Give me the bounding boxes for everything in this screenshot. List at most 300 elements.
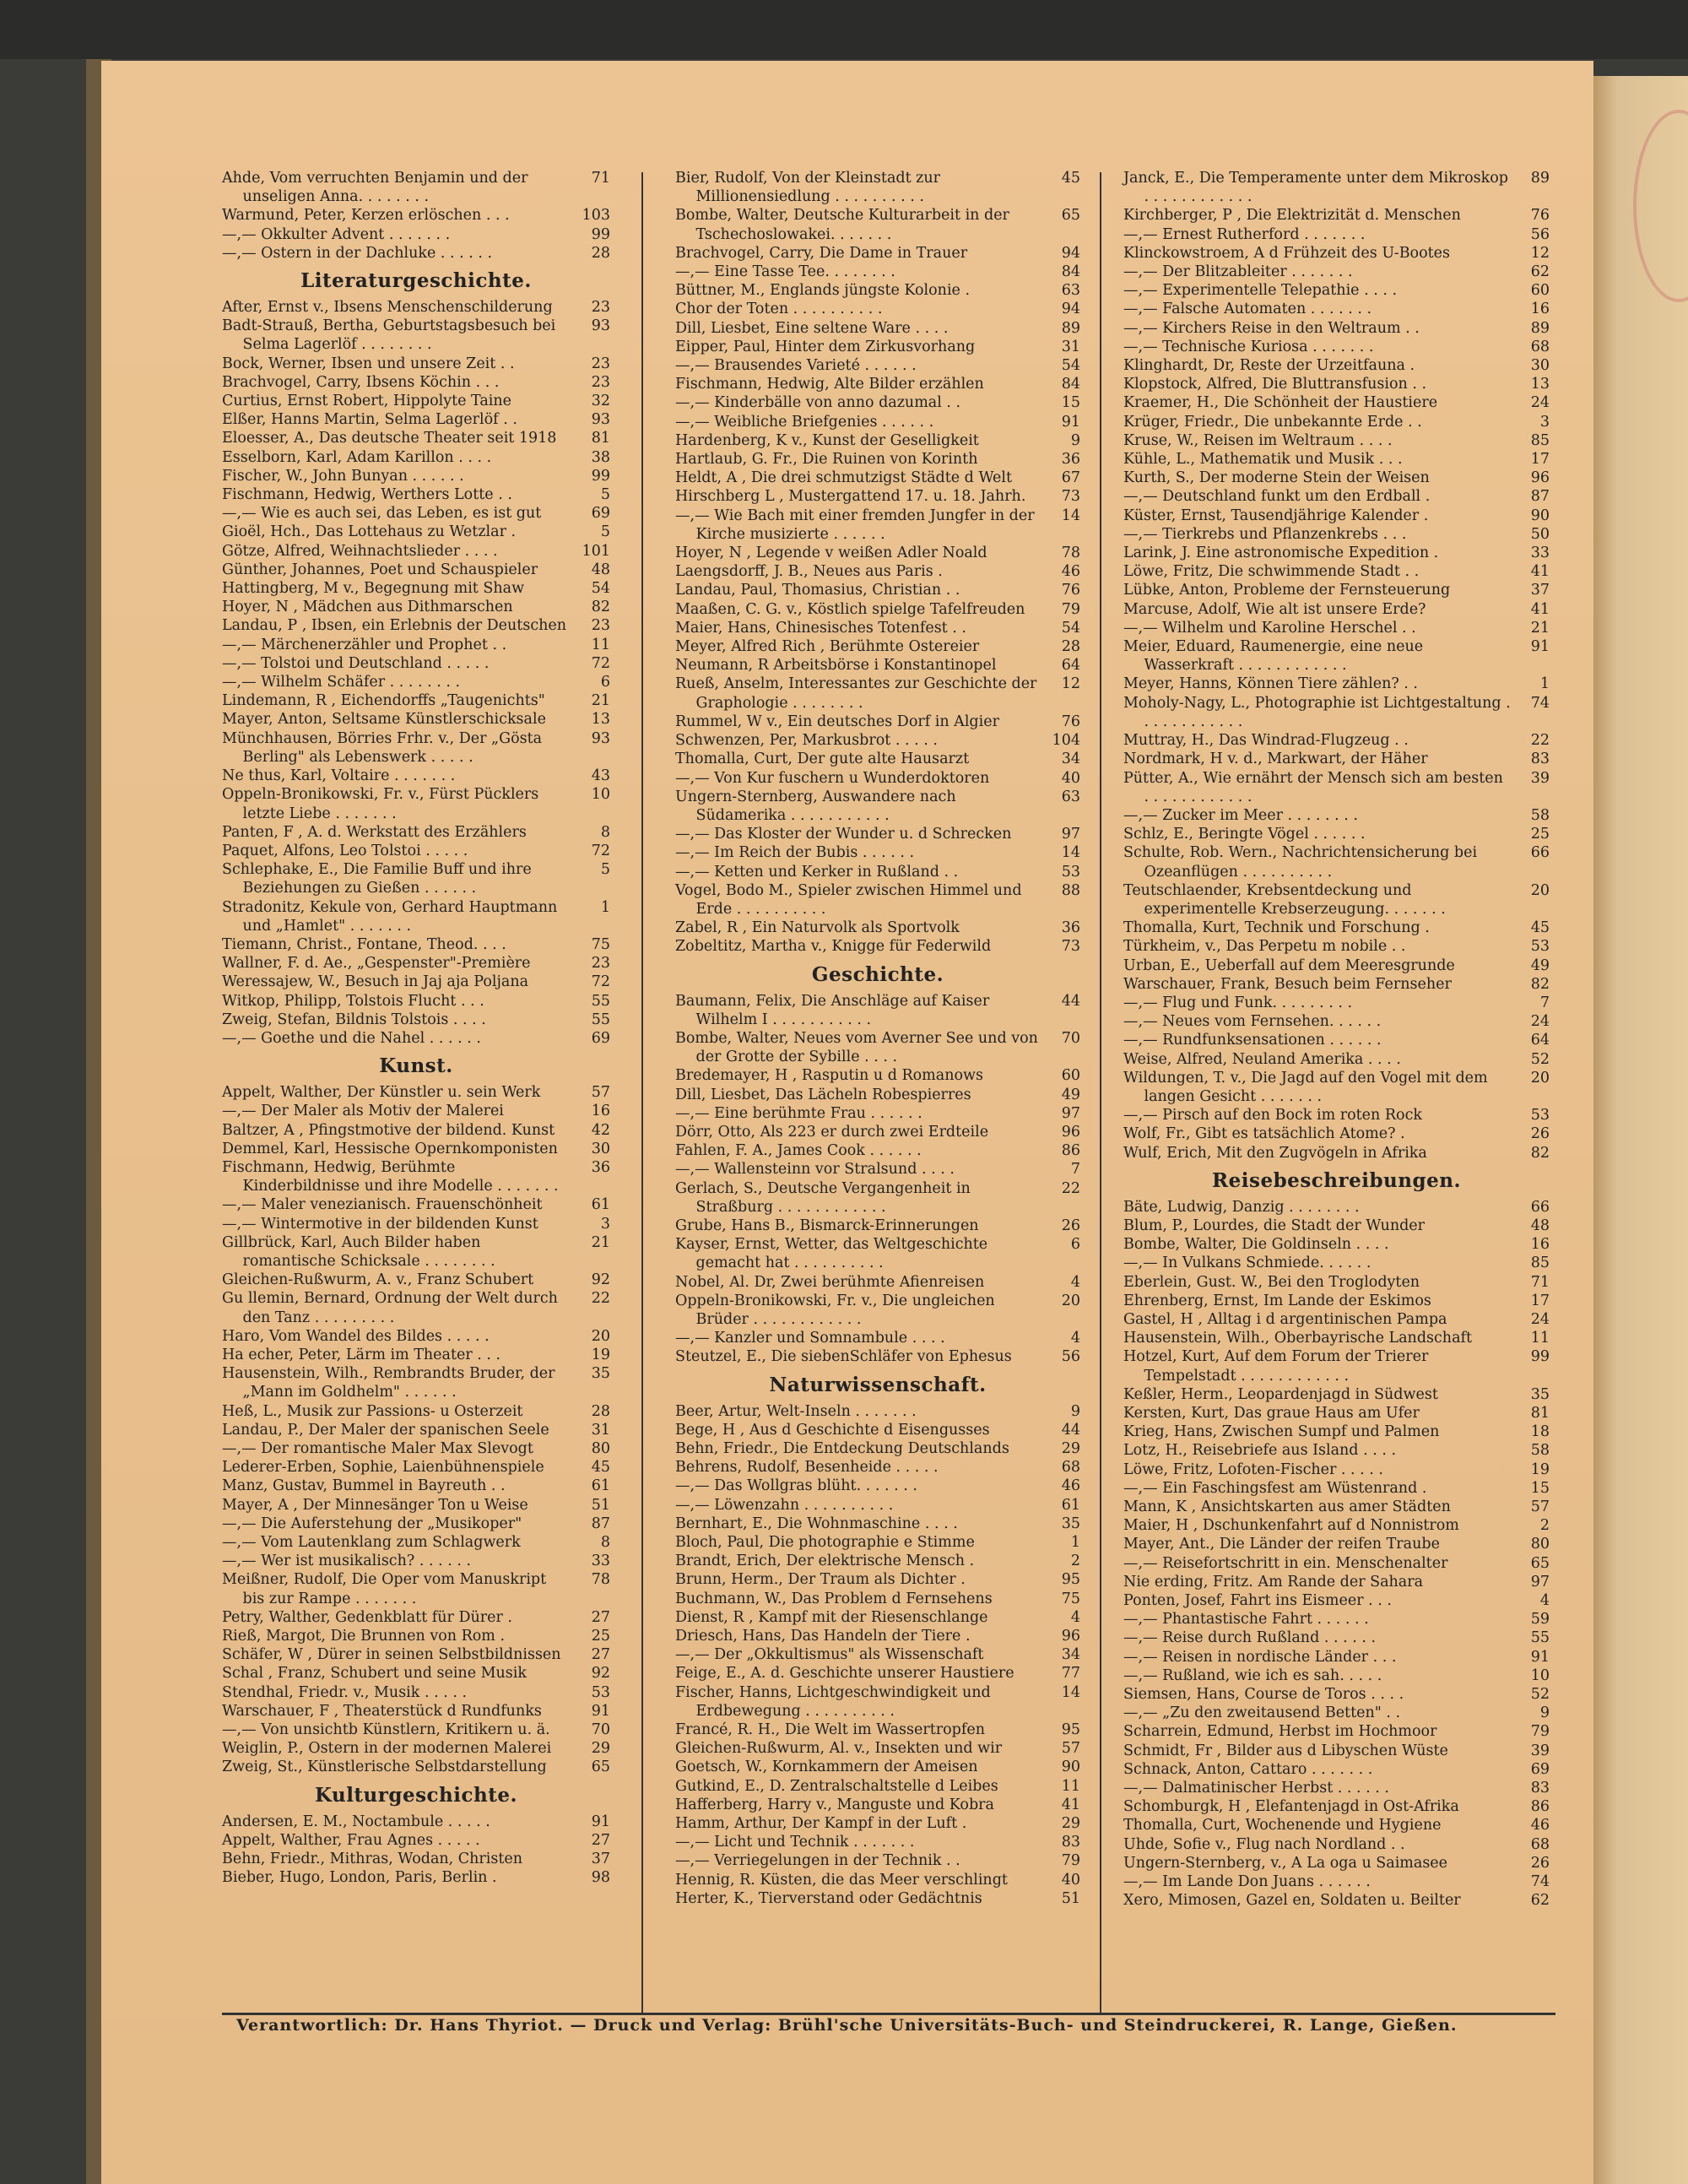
index-entry <box>1123 1516 1550 1535</box>
entry-page-number: 3 <box>1539 413 1550 431</box>
entry-page-number: 70 <box>591 1721 610 1739</box>
index-entry <box>222 860 610 897</box>
index-entry <box>222 1158 610 1195</box>
entry-title: Eloesser, A., Das deutsche Theater seit 1918 <box>222 430 557 447</box>
entry-page-number: 80 <box>591 1440 610 1457</box>
index-entry <box>222 1702 610 1721</box>
entry-page-number: 80 <box>1530 1536 1550 1553</box>
index-entry <box>1123 919 1550 937</box>
index-entry <box>222 654 610 673</box>
entry-title: Goetsch, W., Kornkammern der Ameisen <box>675 1759 978 1776</box>
entry-title: Grube, Hans B., Bismarck-Erinnerungen <box>675 1217 979 1234</box>
index-entry <box>1123 825 1550 843</box>
index-content <box>222 169 1555 2043</box>
entry-title: Ha echer, Peter, Lärm im Theater . . . <box>222 1346 501 1363</box>
index-entry <box>222 823 610 842</box>
entry-title: Weise, Alfred, Neuland Amerika . . . . <box>1123 1050 1401 1068</box>
column-divider <box>641 172 643 2013</box>
entry-title: Zobeltitz, Martha v., Knigge für Federwild <box>675 938 992 956</box>
entry-page-number: 28 <box>591 1402 610 1420</box>
footer-rule <box>222 2013 1555 2015</box>
index-entry <box>1123 1685 1550 1704</box>
entry-title: Nordmark, H v. d., Markwart, der Häher <box>1123 751 1428 768</box>
entry-title: Manz, Gustav, Bummel in Bayreuth . . <box>222 1477 506 1495</box>
index-entry <box>1123 487 1550 506</box>
entry-title: Schäfer, W , Dürer in seinen Selbstbildnissen <box>222 1646 561 1664</box>
index-entry <box>1123 619 1550 637</box>
entry-title: —,— Reisefortschritt in ein. Menschenalter <box>1123 1554 1448 1572</box>
entry-title: Gu llemin, Bernard, Ordnung der Welt durch den Tanz . . . . . . . . . <box>222 1290 558 1326</box>
entry-title: Andersen, E. M., Noctambule . . . . . <box>222 1813 490 1830</box>
entry-page-number: 16 <box>1530 1236 1550 1254</box>
entry-page-number: 9 <box>1070 431 1080 449</box>
entry-page-number: 36 <box>591 1158 610 1176</box>
index-entry <box>222 1664 610 1683</box>
index-entry <box>222 1458 610 1477</box>
entry-title: Beer, Artur, Welt-Inseln . . . . . . . <box>675 1402 917 1420</box>
entry-title: Lederer-Erben, Sophie, Laienbühnenspiele <box>222 1459 544 1477</box>
entry-page-number: 33 <box>1530 545 1550 562</box>
index-entry <box>1123 431 1550 450</box>
entry-title: Uhde, Sofie v., Flug nach Nordland . . <box>1123 1835 1405 1853</box>
entry-page-number: 12 <box>1530 244 1550 262</box>
index-entry <box>675 656 1080 675</box>
entry-title: Buchmann, W., Das Problem d Fernsehens <box>675 1590 993 1607</box>
entry-title: —,— Pirsch auf den Bock im roten Rock <box>1123 1107 1422 1125</box>
entry-title: Wildungen, T. v., Die Jagd auf den Vogel mit dem langen Gesicht . . . . . . . <box>1123 1069 1488 1105</box>
entry-title: —,— Phantastische Fahrt . . . . . . <box>1123 1611 1369 1629</box>
entry-page-number: 68 <box>1530 1835 1550 1853</box>
entry-page-number: 96 <box>1061 1123 1080 1141</box>
entry-page-number: 30 <box>591 1140 610 1157</box>
entry-title: Löwe, Fritz, Die schwimmende Stadt . . <box>1123 563 1420 581</box>
entry-page-number: 48 <box>591 561 610 578</box>
entry-page-number: 24 <box>1530 1013 1550 1031</box>
entry-title: —,— Reisen in nordische Länder . . . <box>1123 1648 1397 1666</box>
index-entry <box>1123 1779 1550 1797</box>
index-entry <box>1123 507 1550 525</box>
entry-title: Witkop, Philipp, Tolstois Flucht . . . <box>222 992 484 1010</box>
entry-title: —,— Der Blitzableiter . . . . . . . <box>1123 263 1353 281</box>
entry-title: Götze, Alfred, Weihnachtslieder . . . . <box>222 542 498 560</box>
index-entry <box>222 542 610 561</box>
entry-title: Oppeln-Bronikowski, Fr. v., Fürst Pücklers letzte Liebe . . . . . . . <box>222 786 539 822</box>
entry-title: Bock, Werner, Ibsen und unsere Zeit . . <box>222 355 515 372</box>
index-entry <box>1123 1573 1550 1591</box>
entry-page-number: 10 <box>591 786 610 804</box>
entry-title: Weiglin, P., Ostern in der modernen Malerei <box>222 1740 552 1758</box>
index-entry <box>675 300 1080 318</box>
entry-page-number: 79 <box>1061 1852 1080 1870</box>
entry-title: Behn, Friedr., Mithras, Wodan, Christen <box>222 1851 523 1868</box>
index-entry <box>675 1347 1080 1366</box>
entry-title: Pütter, A., Wie ernährt der Mensch sich am besten . . . . . . . . . . . . <box>1123 769 1503 805</box>
index-entry <box>675 1645 1080 1664</box>
index-entry <box>222 1029 610 1048</box>
index-entry <box>675 1721 1080 1739</box>
index-entry <box>222 636 610 654</box>
index-entry <box>1123 338 1550 356</box>
entry-title: Warschauer, Frank, Besuch beim Fernseher <box>1123 975 1452 993</box>
entry-title: Fischmann, Hedwig, Alte Bilder erzählen <box>675 376 984 393</box>
index-entry <box>1123 1722 1550 1741</box>
entry-title: Kayser, Ernst, Wetter, das Weltgeschichte gemacht hat . . . . . . . . . . <box>675 1236 988 1272</box>
entry-page-number: 24 <box>1530 394 1550 412</box>
entry-title: —,— Löwenzahn . . . . . . . . . . <box>675 1496 894 1514</box>
index-entry <box>222 729 610 767</box>
index-entry <box>1123 206 1550 225</box>
entry-title: Gleichen-Rußwurm, A. v., Franz Schubert <box>222 1271 534 1289</box>
entry-title: Ahde, Vom verruchten Benjamin und der unseligen Anna. . . . . . . . <box>222 170 528 206</box>
entry-title: Muttray, H., Das Windrad-Flugzeug . . <box>1123 732 1409 750</box>
entry-title: Petry, Walther, Gedenkblatt für Dürer . <box>222 1608 512 1626</box>
index-entry <box>222 598 610 616</box>
index-entry <box>222 1831 610 1850</box>
index-entry <box>1123 881 1550 919</box>
entry-page-number: 38 <box>591 448 610 466</box>
entry-title: —,— Der „Okkultismus" als Wissenschaft <box>675 1646 984 1664</box>
entry-page-number: 18 <box>1530 1423 1550 1441</box>
entry-page-number: 29 <box>1061 1440 1080 1457</box>
entry-page-number: 23 <box>591 617 610 635</box>
index-entry <box>1123 1031 1550 1049</box>
index-entry <box>1123 1217 1550 1235</box>
index-entry <box>222 206 610 225</box>
entry-title: Panten, F , A. d. Werkstatt des Erzählers <box>222 823 527 841</box>
entry-page-number: 52 <box>1530 1686 1550 1704</box>
index-entry <box>675 356 1080 375</box>
entry-page-number: 83 <box>1530 751 1550 768</box>
entry-title: Gillbrück, Karl, Auch Bilder haben romantische Schicksale . . . . . . . . <box>222 1233 495 1270</box>
entry-title: —,— Wie es auch sei, das Leben, es ist gut <box>222 505 542 523</box>
entry-page-number: 61 <box>1061 1496 1080 1514</box>
index-entry <box>222 244 610 263</box>
entry-page-number: 9 <box>1539 1704 1550 1722</box>
entry-title: Nobel, Al. Dr, Zwei berühmte Afienreisen <box>675 1273 985 1291</box>
index-entry <box>1123 281 1550 300</box>
entry-page-number: 43 <box>591 767 610 785</box>
entry-page-number: 4 <box>1070 1608 1080 1626</box>
index-entry <box>675 1515 1080 1533</box>
section-heading: Geschichte. <box>811 962 944 986</box>
entry-title: Bege, H , Aus d Geschichte d Eisengusses <box>675 1421 990 1439</box>
entry-page-number: 81 <box>1530 1405 1550 1422</box>
entry-title: Warmund, Peter, Kerzen erlöschen . . . <box>222 207 510 225</box>
index-entry <box>1123 1385 1550 1404</box>
entry-page-number: 84 <box>1061 376 1080 393</box>
index-entry <box>222 429 610 447</box>
entry-page-number: 65 <box>1530 1554 1550 1572</box>
entry-title: Stendhal, Friedr. v., Musik . . . . . <box>222 1683 468 1701</box>
index-entry <box>1123 1106 1550 1125</box>
entry-title: —,— Rundfunksensationen . . . . . . <box>1123 1032 1382 1049</box>
entry-title: —,— Brausendes Varieté . . . . . . <box>675 357 917 375</box>
entry-title: Meyer, Alfred Rich , Berühmte Ostereier <box>675 638 980 656</box>
index-entry <box>1123 675 1550 693</box>
entry-page-number: 33 <box>591 1553 610 1570</box>
entry-title: Larink, J. Eine astronomische Expedition . <box>1123 545 1439 562</box>
index-entry <box>222 169 610 206</box>
index-entry <box>675 1871 1080 1889</box>
entry-page-number: 83 <box>1061 1834 1080 1851</box>
entry-page-number: 87 <box>1530 488 1550 506</box>
entry-page-number: 79 <box>1530 1723 1550 1741</box>
entry-title: Bernhart, E., Die Wohnmaschine . . . . <box>675 1515 958 1532</box>
entry-page-number: 49 <box>1530 957 1550 974</box>
entry-title: Kraemer, H., Die Schönheit der Haustiere <box>1123 394 1438 412</box>
entry-title: Lindemann, R , Eichendorffs „Taugenichts" <box>222 692 545 710</box>
index-entry <box>1123 1872 1550 1891</box>
index-entry <box>1123 581 1550 599</box>
entry-title: Bombe, Walter, Neues vom Averner See und von der Grotte der Sybille . . . . <box>675 1029 1038 1066</box>
entry-page-number: 9 <box>1070 1402 1080 1420</box>
entry-page-number: 5 <box>600 861 610 879</box>
entry-page-number: 63 <box>1061 788 1080 805</box>
entry-page-number: 41 <box>1530 600 1550 618</box>
entry-title: —,— Ein Faschingsfest am Wüstenrand . <box>1123 1479 1427 1497</box>
entry-title: Gastel, H , Alltag i d argentinischen Pampa <box>1123 1310 1447 1328</box>
entry-page-number: 48 <box>1530 1217 1550 1234</box>
index-entry <box>222 1364 610 1401</box>
entry-title: Rueß, Anselm, Interessantes zur Geschichte der Graphologie . . . . . . . . <box>675 675 1037 712</box>
entry-title: —,— Experimentelle Telepathie . . . . <box>1123 282 1398 300</box>
index-entry <box>675 169 1080 206</box>
index-entry <box>1123 1535 1550 1553</box>
entry-title: —,— Technische Kuriosa . . . . . . . <box>1123 338 1374 355</box>
entry-page-number: 53 <box>1530 1107 1550 1125</box>
entry-title: Hausenstein, Wilh., Oberbayrische Landschaft <box>1123 1330 1473 1347</box>
entry-page-number: 99 <box>591 225 610 243</box>
index-entry <box>1123 544 1550 562</box>
index-entry <box>1123 1704 1550 1722</box>
index-entry <box>1123 1648 1550 1666</box>
entry-page-number: 91 <box>591 1813 610 1830</box>
entry-page-number: 4 <box>1070 1273 1080 1291</box>
entry-title: Meier, Eduard, Raumenergie, eine neue Wasserkraft . . . . . . . . . . . . <box>1123 638 1424 675</box>
entry-page-number: 26 <box>1061 1217 1080 1234</box>
index-entry <box>222 1195 610 1214</box>
index-entry <box>222 1402 610 1421</box>
entry-title: Maaßen, C. G. v., Köstlich spielge Tafelfreuden <box>675 600 1025 618</box>
entry-title: Haro, Vom Wandel des Bildes . . . . . <box>222 1327 490 1345</box>
entry-page-number: 5 <box>600 486 610 504</box>
entry-page-number: 40 <box>1061 769 1080 787</box>
entry-title: —,— Der romantische Maler Max Slevogt <box>222 1440 533 1457</box>
entry-page-number: 15 <box>1530 1479 1550 1497</box>
entry-title: —,— Eine Tasse Tee. . . . . . . . <box>675 263 895 281</box>
entry-page-number: 56 <box>1530 225 1550 243</box>
entry-page-number: 7 <box>1539 994 1550 1011</box>
index-entry <box>222 561 610 579</box>
entry-page-number: 39 <box>1530 1742 1550 1759</box>
entry-title: Gleichen-Rußwurm, Al. v., Insekten und wir <box>675 1740 1003 1758</box>
index-entry <box>222 785 610 822</box>
index-entry <box>675 863 1080 881</box>
index-entry <box>1123 1012 1550 1031</box>
entry-title: Rummel, W v., Ein deutsches Dorf in Algier <box>675 713 999 730</box>
entry-title: Urban, E., Ueberfall auf dem Meeresgrunde <box>1123 957 1455 974</box>
entry-title: —,— Zucker im Meer . . . . . . . . <box>1123 806 1359 824</box>
entry-title: —,— Wintermotive in der bildenden Kunst <box>222 1215 538 1233</box>
index-entry <box>222 1552 610 1570</box>
index-entry <box>1123 375 1550 393</box>
index-entry <box>675 1570 1080 1589</box>
entry-title: Marcuse, Adolf, Wie alt ist unsere Erde? <box>1123 600 1426 618</box>
entry-page-number: 97 <box>1061 1104 1080 1122</box>
entry-page-number: 44 <box>1061 992 1080 1010</box>
index-entry <box>1123 1235 1550 1254</box>
index-entry <box>675 562 1080 581</box>
entry-title: Eipper, Paul, Hinter dem Zirkusvorhang <box>675 338 976 355</box>
entry-title: —,— Reise durch Rußland . . . . . . <box>1123 1629 1377 1647</box>
index-entry <box>222 710 610 729</box>
entry-page-number: 62 <box>1530 263 1550 281</box>
index-entry <box>222 355 610 373</box>
entry-title: —,— Die Auferstehung der „Musikoper" <box>222 1515 522 1532</box>
entry-title: —,— Märchenerzähler und Prophet . . <box>222 636 507 653</box>
index-entry <box>1123 1461 1550 1479</box>
entry-page-number: 68 <box>1530 338 1550 355</box>
entry-page-number: 76 <box>1061 582 1080 599</box>
entry-title: Lübke, Anton, Probleme der Fernsteuerung <box>1123 582 1451 599</box>
entry-title: —,— Goethe und die Nahel . . . . . . <box>222 1029 481 1047</box>
entry-page-number: 31 <box>1061 338 1080 355</box>
entry-page-number: 27 <box>591 1608 610 1626</box>
index-entry <box>675 1833 1080 1851</box>
entry-page-number: 42 <box>591 1121 610 1139</box>
index-entry <box>675 713 1080 731</box>
index-entry <box>1123 1591 1550 1610</box>
index-entry <box>1123 1816 1550 1834</box>
entry-title: Schal , Franz, Schubert und seine Musik <box>222 1665 527 1683</box>
entry-title: —,— Wie Bach mit einer fremden Jungfer in der Kirche musizierte . . . . . . <box>675 507 1035 543</box>
entry-title: Krüger, Friedr., Die unbekannte Erde . . <box>1123 413 1422 431</box>
entry-page-number: 73 <box>1061 488 1080 506</box>
entry-page-number: 52 <box>1530 1050 1550 1068</box>
index-entry <box>675 731 1080 750</box>
entry-title: —,— Eine berühmte Frau . . . . . . <box>675 1104 922 1122</box>
entry-title: Schomburgk, H , Elefantenjagd in Ost-Afrika <box>1123 1798 1459 1816</box>
index-entry <box>675 469 1080 487</box>
entry-page-number: 8 <box>600 823 610 841</box>
entry-title: Rieß, Margot, Die Brunnen von Rom . <box>222 1628 506 1645</box>
entry-page-number: 68 <box>1061 1459 1080 1477</box>
entry-title: Nie erding, Fritz. Am Rande der Sahara <box>1123 1573 1424 1591</box>
entry-page-number: 6 <box>1070 1236 1080 1254</box>
entry-title: Hotzel, Kurt, Auf dem Forum der Trierer Tempelstadt . . . . . . . . . . . . <box>1123 1348 1429 1385</box>
entry-page-number: 11 <box>1061 1777 1080 1795</box>
entry-page-number: 25 <box>591 1628 610 1645</box>
entry-title: Dill, Liesbet, Eine seltene Ware . . . . <box>675 319 949 337</box>
entry-title: —,— Wilhelm und Karoline Herschel . . <box>1123 619 1416 637</box>
entry-title: Brachvogel, Carry, Die Dame in Trauer <box>675 244 968 262</box>
entry-page-number: 103 <box>582 207 610 225</box>
entry-title: Esselborn, Karl, Adam Karillon . . . . <box>222 448 492 466</box>
entry-page-number: 22 <box>591 1290 610 1308</box>
index-entry <box>675 281 1080 300</box>
entry-title: Büttner, M., Englands jüngste Kolonie . <box>675 282 971 300</box>
index-column-3 <box>1123 169 1550 1910</box>
entry-title: Baltzer, A , Pfingstmotive der bildend. Kunst <box>222 1121 555 1139</box>
entry-title: —,— Von unsichtb Künstlern, Kritikern u. ä. <box>222 1721 550 1739</box>
entry-page-number: 86 <box>1530 1798 1550 1816</box>
index-entry <box>675 1217 1080 1235</box>
index-entry <box>222 1813 610 1831</box>
entry-page-number: 24 <box>1530 1310 1550 1328</box>
entry-page-number: 58 <box>1530 806 1550 824</box>
entry-title: —,— Kanzler und Somnambule . . . . <box>675 1330 945 1347</box>
index-entry <box>222 1421 610 1439</box>
entry-title: Schmidt, Fr , Bilder aus d Libyschen Wüste <box>1123 1742 1448 1759</box>
index-entry <box>675 263 1080 281</box>
entry-page-number: 37 <box>591 1851 610 1868</box>
index-entry <box>675 1439 1080 1458</box>
entry-title: Behrens, Rudolf, Besenheide . . . . . <box>675 1459 939 1477</box>
entry-page-number: 69 <box>591 505 610 523</box>
index-entry <box>1123 1479 1550 1498</box>
index-entry <box>222 1608 610 1627</box>
index-entry <box>675 1123 1080 1141</box>
index-entry <box>675 1160 1080 1179</box>
entry-page-number: 51 <box>591 1496 610 1514</box>
index-entry <box>222 1758 610 1776</box>
entry-page-number: 74 <box>1530 694 1550 712</box>
entry-page-number: 49 <box>1061 1086 1080 1103</box>
index-entry <box>222 1140 610 1158</box>
index-entry <box>675 600 1080 619</box>
index-entry <box>1123 1292 1550 1310</box>
entry-title: Hartlaub, G. Fr., Die Ruinen von Korinth <box>675 451 978 469</box>
index-entry <box>1123 1854 1550 1872</box>
entry-page-number: 62 <box>1530 1892 1550 1910</box>
entry-page-number: 78 <box>1061 545 1080 562</box>
entry-page-number: 40 <box>1061 1871 1080 1889</box>
entry-page-number: 23 <box>591 299 610 317</box>
entry-page-number: 4 <box>1070 1330 1080 1347</box>
index-entry <box>222 1215 610 1233</box>
entry-title: Francé, R. H., Die Welt im Wassertropfen <box>675 1721 985 1739</box>
book-binding <box>0 59 86 2184</box>
entry-title: Türkheim, v., Das Perpetu m nobile . . <box>1123 938 1406 956</box>
entry-page-number: 22 <box>1061 1179 1080 1197</box>
entry-title: Thomalla, Curt, Der gute alte Hausarzt <box>675 751 970 768</box>
index-entry <box>222 467 610 485</box>
entry-page-number: 61 <box>591 1196 610 1214</box>
index-entry <box>675 1627 1080 1645</box>
entry-title: —,— Weibliche Briefgenies . . . . . . <box>675 413 934 431</box>
entry-title: Kruse, W., Reisen im Weltraum . . . . <box>1123 431 1393 449</box>
index-entry <box>222 1645 610 1664</box>
entry-page-number: 32 <box>591 393 610 410</box>
index-entry <box>222 1739 610 1758</box>
entry-title: —,— Rußland, wie ich es sah. . . . . <box>1123 1666 1382 1684</box>
index-entry <box>675 1273 1080 1292</box>
entry-page-number: 88 <box>1061 881 1080 899</box>
entry-title: —,— In Vulkans Schmiede. . . . . . <box>1123 1255 1372 1272</box>
entry-page-number: 5 <box>600 523 610 541</box>
entry-title: Löwe, Fritz, Lofoten-Fischer . . . . . <box>1123 1461 1383 1478</box>
entry-page-number: 96 <box>1061 1628 1080 1645</box>
index-entry <box>222 898 610 935</box>
entry-title: Kersten, Kurt, Das graue Haus am Ufer <box>1123 1405 1420 1422</box>
entry-page-number: 69 <box>1530 1760 1550 1778</box>
entry-page-number: 91 <box>1530 1648 1550 1666</box>
entry-title: Gerlach, S., Deutsche Vergangenheit in Straßburg . . . . . . . . . . . . <box>675 1179 971 1216</box>
index-entry <box>675 992 1080 1029</box>
entry-title: Janck, E., Die Temperamente unter dem Mikroskop . . . . . . . . . . . . <box>1123 170 1508 206</box>
entry-title: Stradonitz, Kekule von, Gerhard Hauptmann und „Hamlet" . . . . . . . <box>222 898 558 935</box>
entry-title: —,— Dalmatinischer Herbst . . . . . . <box>1123 1780 1389 1797</box>
